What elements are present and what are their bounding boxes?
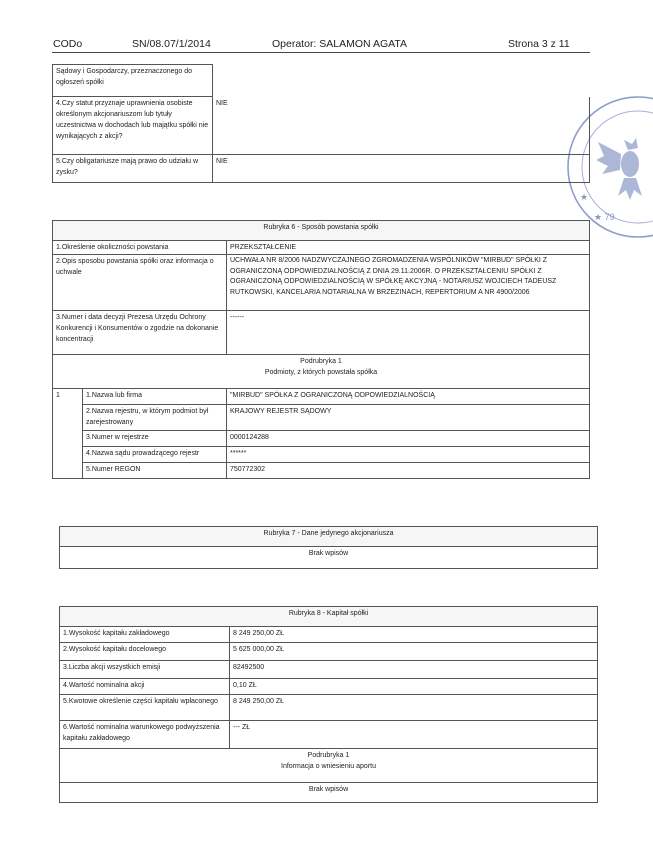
row-label: 5.Numer REGON bbox=[83, 463, 227, 479]
section-title-row bbox=[60, 527, 598, 547]
row-value bbox=[213, 65, 590, 97]
row-label: 5.Czy obligatariusze mają prawo do udziału w zysku? bbox=[53, 155, 213, 183]
row-value: 0,10 ZŁ bbox=[230, 679, 598, 695]
row-value: --- ZŁ bbox=[230, 721, 598, 749]
header-ref: SN/08.07/1/2014 bbox=[132, 38, 211, 50]
rubryka-8-table bbox=[59, 606, 598, 803]
row-label: 2.Opis sposobu powstania spółki oraz informacja o uchwale bbox=[53, 255, 227, 311]
table-row bbox=[53, 241, 590, 255]
row-label: 1.Nazwa lub firma bbox=[83, 389, 227, 405]
row-value: 82492500 bbox=[230, 661, 598, 679]
rubryka-7-title: Rubryka 7 - Dane jedynego akcjonariusza bbox=[60, 527, 598, 547]
table-row bbox=[60, 695, 598, 721]
eagle-emblem-icon bbox=[596, 138, 642, 200]
row-value: 8 249 250,00 ZŁ bbox=[230, 627, 598, 643]
table-row bbox=[60, 643, 598, 661]
rubryka-8-title: Rubryka 8 - Kapitał spółki bbox=[60, 607, 598, 627]
table-row bbox=[60, 627, 598, 643]
podrubryka-subheading: Podmioty, z których powstała spółka bbox=[264, 369, 378, 376]
svg-text:★: ★ bbox=[580, 192, 589, 202]
row-value: "MIRBUD" SPÓŁKA Z OGRANICZONĄ ODPOWIEDZIALNOŚCIĄ bbox=[227, 389, 590, 405]
row-label: Sądowy i Gospodarczy, przeznaczonego do ogłoszeń spółki bbox=[53, 65, 213, 97]
rubryka-6-table bbox=[52, 220, 590, 479]
table-row bbox=[60, 661, 598, 679]
table-row bbox=[53, 255, 590, 311]
table-row bbox=[53, 431, 590, 447]
row-label: 4.Wartość nominalna akcji bbox=[60, 679, 230, 695]
empty-entries: Brak wpisów bbox=[60, 547, 598, 569]
row-label: 1.Określenie okoliczności powstania bbox=[53, 241, 227, 255]
row-label: 3.Liczba akcji wszystkich emisji bbox=[60, 661, 230, 679]
row-label: 3.Numer w rejestrze bbox=[83, 431, 227, 447]
section-title-row bbox=[53, 221, 590, 241]
row-value: ------ bbox=[227, 311, 590, 355]
table-row bbox=[53, 65, 590, 97]
entry-number: 1 bbox=[53, 389, 83, 479]
podrubryka-title bbox=[53, 355, 590, 389]
row-value: UCHWAŁA NR 8/2006 NADZWYCZAJNEGO ZGROMADZENIA WSPÓLNIKÓW "MIRBUD" SPÓŁKI Z OGRANICZONĄ ODPOWIEDZIALNOŚCIĄ Z DNIA 29.11.2006R. O PRZEKSZTAŁCENIU SPÓŁKI Z OGRANICZONĄ ODPOWIEDZIALNOŚCIĄ W SPÓŁKĘ AKCYJNĄ - NOTARIUSZ WOJCIECH TADEUSZ RUTKOWSKI, KANCELARIA NOTARIALNA W BRZEZINACH, REPERTORIUM A NR 4900/2006 bbox=[227, 255, 590, 311]
row-label: 6.Wartość nominalna warunkowego podwyższenia kapitału zakładowego bbox=[60, 721, 230, 749]
podrubryka-title bbox=[60, 749, 598, 783]
table-row bbox=[53, 311, 590, 355]
row-value: 5 625 000,00 ZŁ bbox=[230, 643, 598, 661]
table-row bbox=[53, 447, 590, 463]
row-value: 750772302 bbox=[227, 463, 590, 479]
top-table bbox=[52, 64, 590, 183]
row-value: 8 249 250,00 ZŁ bbox=[230, 695, 598, 721]
table-row bbox=[53, 389, 590, 405]
row-label: 4.Nazwa sądu prowadzącego rejestr bbox=[83, 447, 227, 463]
podrubryka-subheading: Informacja o wniesieniu aportu bbox=[281, 763, 376, 770]
subsection-title-row bbox=[53, 355, 590, 389]
table-row bbox=[53, 155, 590, 183]
row-label: 1.Wysokość kapitału zakładowego bbox=[60, 627, 230, 643]
podrubryka-heading: Podrubryka 1 bbox=[307, 752, 350, 759]
header-page: Strona 3 z 11 bbox=[508, 38, 570, 50]
section-title-row bbox=[60, 607, 598, 627]
row-value: PRZEKSZTAŁCENIE bbox=[227, 241, 590, 255]
row-value: NIE bbox=[213, 97, 590, 155]
row-value: ****** bbox=[227, 447, 590, 463]
table-row bbox=[53, 405, 590, 431]
podrubryka-heading: Podrubryka 1 bbox=[300, 358, 342, 365]
table-row bbox=[60, 679, 598, 695]
svg-text:★ 79: ★ 79 bbox=[594, 212, 615, 222]
empty-entries: Brak wpisów bbox=[60, 783, 598, 803]
table-row bbox=[53, 463, 590, 479]
row-label: 2.Nazwa rejestru, w którym podmiot był zarejestrowany bbox=[83, 405, 227, 431]
row-label: 5.Kwotowe określenie części kapitału wpłaconego bbox=[60, 695, 230, 721]
row-value: KRAJOWY REJESTR SĄDOWY bbox=[227, 405, 590, 431]
header-operator: Operator: SALAMON AGATA bbox=[272, 38, 407, 50]
table-row bbox=[60, 783, 598, 803]
header-left: CODo bbox=[53, 38, 83, 50]
subsection-title-row bbox=[60, 749, 598, 783]
header-rule bbox=[52, 52, 590, 53]
table-row bbox=[60, 547, 598, 569]
row-value: 0000124288 bbox=[227, 431, 590, 447]
table-row bbox=[60, 721, 598, 749]
row-label: 2.Wysokość kapitału docelowego bbox=[60, 643, 230, 661]
rubryka-7-table bbox=[59, 526, 598, 569]
rubryka-6-title: Rubryka 6 - Sposób powstania spółki bbox=[53, 221, 590, 241]
table-row bbox=[53, 97, 590, 155]
row-label: 4.Czy statut przyznaje uprawnienia osobiste określonym akcjonariuszom lub tytuły uczestnictwa w dochodach lub majątku spółki nie wynikających z akcji? bbox=[53, 97, 213, 155]
row-label: 3.Numer i data decyzji Prezesa Urzędu Ochrony Konkurencji i Konsumentów o zgodzie na dokonanie koncentracji bbox=[53, 311, 227, 355]
row-value: NIE bbox=[213, 155, 590, 183]
